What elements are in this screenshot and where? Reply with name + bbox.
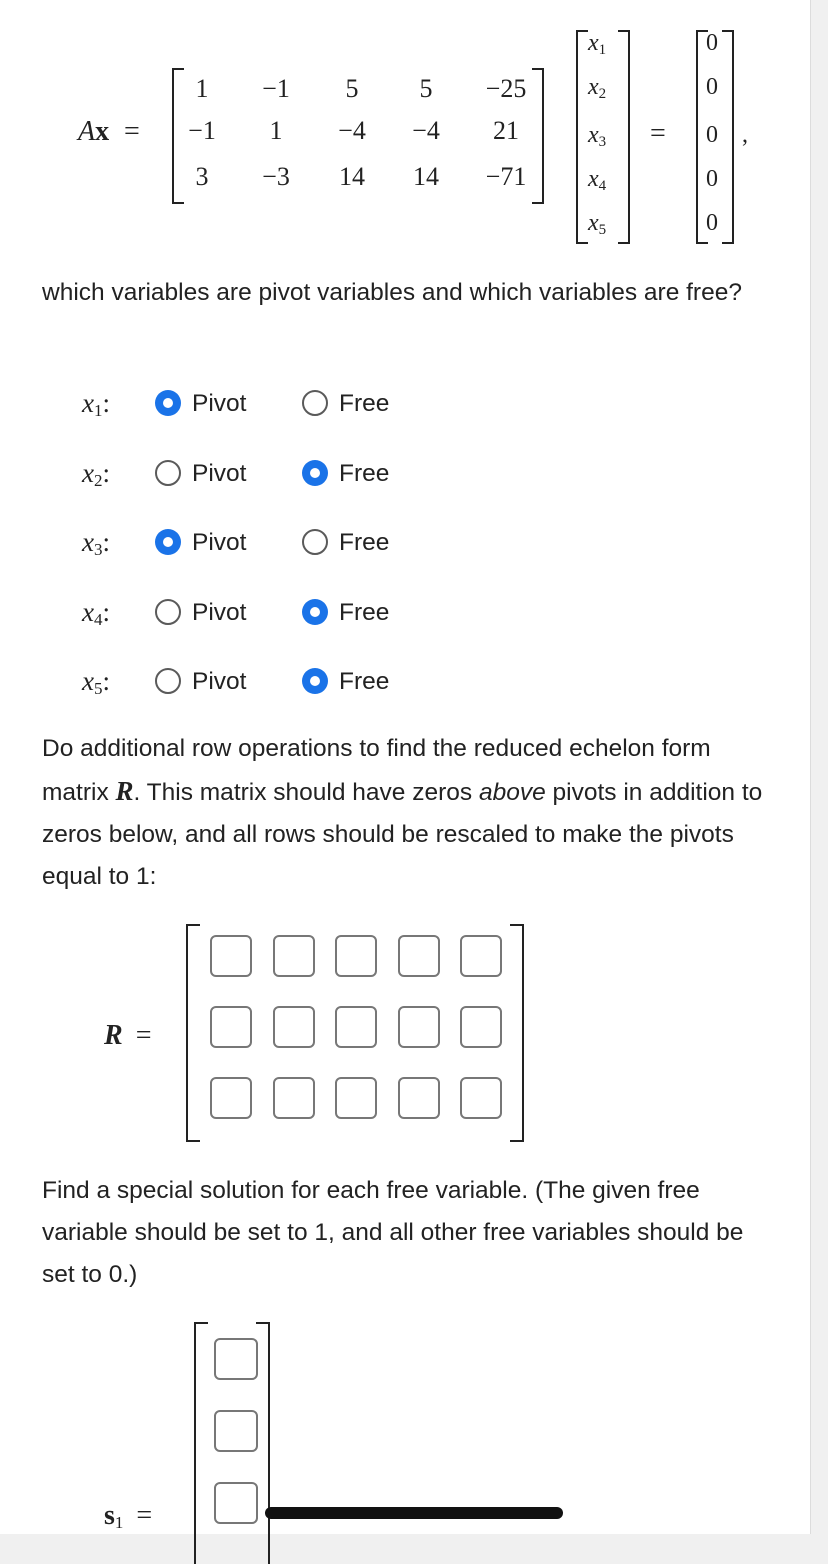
equation (0, 0, 810, 260)
question-reduced-echelon (42, 728, 782, 898)
free-radio[interactable] (302, 529, 328, 555)
r-equals: = (135, 1020, 152, 1051)
r-label (104, 1020, 151, 1052)
free-label[interactable]: Free (339, 668, 390, 695)
matrix-cell: 1 (195, 74, 209, 103)
variable-base: x (82, 527, 94, 557)
vector-x-entry (588, 74, 606, 103)
r-matrix-input[interactable] (460, 935, 502, 977)
r-matrix-input[interactable] (460, 1077, 502, 1119)
matrix-cell: −71 (485, 162, 527, 191)
r-matrix-input[interactable] (335, 935, 377, 977)
variable-sub: 4 (93, 609, 103, 629)
matrix-cell: 3 (195, 162, 209, 191)
q2-symbol-R: R (115, 776, 134, 806)
variable-base: x (82, 666, 94, 696)
pivot-radio[interactable] (155, 529, 181, 555)
variable-colon: : (102, 596, 110, 627)
matrix-cell: −4 (412, 116, 440, 145)
trailing-comma: , (742, 122, 748, 148)
s1-left-bracket (194, 1322, 208, 1564)
free-radio[interactable] (302, 390, 328, 416)
vector-x-base: x (588, 122, 599, 148)
vector-x-entry (588, 210, 606, 239)
variable-sub: 3 (93, 540, 103, 559)
matrix-cell: 14 (413, 162, 439, 191)
r-matrix-input[interactable] (398, 935, 440, 977)
matrix-cell: 14 (339, 162, 365, 191)
vector-x-base: x (588, 30, 599, 56)
variable-label (82, 666, 110, 699)
matrix-cell: 5 (345, 74, 359, 103)
variable-sub: 5 (93, 679, 103, 698)
variable-label (82, 458, 110, 491)
r-matrix-input[interactable] (335, 1077, 377, 1119)
vector-x-left-bracket (576, 30, 588, 244)
vector-x-base: x (588, 166, 599, 192)
variable-row-x1 (0, 386, 810, 426)
s1-label (104, 1500, 152, 1533)
vector-x-base: x (588, 210, 599, 236)
variable-base: x (82, 457, 94, 488)
r-matrix-input[interactable] (398, 1077, 440, 1119)
variable-base: x (82, 388, 94, 418)
s1-sub: 1 (114, 1513, 124, 1532)
zero-vector-right-bracket (722, 30, 734, 244)
free-label[interactable]: Free (339, 390, 390, 417)
pivot-label[interactable]: Pivot (192, 459, 247, 487)
q2-part2: . This matrix should have zeros (133, 779, 479, 806)
variable-label (82, 388, 110, 421)
r-symbol: R (104, 1020, 123, 1051)
pivot-radio[interactable] (155, 390, 181, 416)
vector-x-entry (588, 122, 606, 151)
s1-vector-input[interactable] (214, 1338, 258, 1380)
variable-colon: : (102, 457, 110, 488)
lhs-x: x (95, 116, 110, 147)
equals-sign-2: = (650, 118, 666, 149)
variable-row-x2 (0, 456, 810, 496)
matrix-cell: 21 (493, 116, 519, 145)
variable-row-x3 (0, 525, 810, 565)
home-indicator (265, 1507, 563, 1519)
matrix-cell: −4 (338, 116, 366, 145)
s1-equals: = (136, 1500, 153, 1531)
variable-colon: : (102, 388, 110, 418)
s1-right-bracket (256, 1322, 270, 1564)
r-matrix-input[interactable] (335, 1006, 377, 1048)
matrix-cell: −1 (188, 116, 216, 145)
vector-x-sub: 4 (598, 178, 607, 194)
vector-x-base: x (588, 74, 599, 100)
pivot-label[interactable]: Pivot (192, 529, 247, 556)
matrix-cell: 5 (419, 74, 433, 103)
variable-base: x (82, 596, 94, 627)
q2-part1: Do additional row operations to find the reduced echelon form matrix (42, 735, 711, 806)
free-label[interactable]: Free (339, 529, 390, 556)
r-matrix-input[interactable] (210, 1006, 252, 1048)
q2-emph: above (478, 779, 546, 806)
s1-vector-input[interactable] (214, 1482, 258, 1524)
pivot-radio[interactable] (155, 668, 181, 694)
variable-row-x5 (0, 664, 810, 704)
vector-x-sub: 2 (598, 86, 607, 102)
pivot-label[interactable]: Pivot (192, 598, 247, 626)
free-label[interactable]: Free (339, 598, 390, 626)
vector-x-sub: 3 (598, 134, 607, 150)
free-radio[interactable] (302, 460, 328, 486)
free-label[interactable]: Free (339, 459, 390, 487)
r-matrix-input[interactable] (273, 935, 315, 977)
r-left-bracket (186, 924, 200, 1142)
variable-sub: 2 (93, 470, 103, 490)
pivot-radio[interactable] (155, 460, 181, 486)
pivot-label[interactable]: Pivot (192, 390, 247, 417)
q2-part3: pivots in addition to zeros below, and all rows should be rescaled to make the pivots equal to 1: (42, 779, 763, 890)
r-matrix-input[interactable] (460, 1006, 502, 1048)
variable-label (82, 527, 110, 560)
r-matrix-input[interactable] (273, 1006, 315, 1048)
vector-x-sub: 1 (598, 42, 607, 58)
question-special-solution: Find a special solution for each free variable. (The given free variable should be set to 1, and all other free variables should be set to 0.) (42, 1177, 744, 1288)
r-matrix-input[interactable] (398, 1006, 440, 1048)
question-pivot-free: which variables are pivot variables and which variables are free? (42, 279, 742, 306)
zero-vector-entry: 0 (706, 166, 718, 192)
zero-vector-entry: 0 (706, 30, 718, 56)
matrix-cell: −25 (485, 74, 527, 103)
zero-vector-entry: 0 (706, 210, 718, 236)
equals-sign: = (124, 116, 140, 147)
free-radio[interactable] (302, 668, 328, 694)
r-matrix-input[interactable] (210, 935, 252, 977)
s1-vector-input[interactable] (214, 1410, 258, 1452)
variable-label (82, 597, 110, 630)
variable-sub: 1 (93, 401, 103, 420)
vector-x-entry (588, 166, 606, 195)
pivot-radio[interactable] (155, 599, 181, 625)
vector-x-right-bracket (618, 30, 630, 244)
vector-x-sub: 5 (598, 222, 607, 238)
lhs-A: A (78, 116, 96, 147)
r-matrix-input[interactable] (273, 1077, 315, 1119)
vector-x-entry (588, 30, 606, 59)
zero-vector-entry: 0 (706, 122, 718, 148)
free-radio[interactable] (302, 599, 328, 625)
variable-colon: : (102, 527, 110, 557)
s1-symbol (104, 1500, 123, 1531)
s1-base: s (104, 1500, 115, 1531)
pivot-label[interactable]: Pivot (192, 668, 247, 695)
matrix-cell: −3 (262, 162, 290, 191)
lhs-label (78, 116, 109, 148)
zero-vector-entry: 0 (706, 74, 718, 100)
variable-row-x4 (0, 595, 810, 635)
r-matrix-input[interactable] (210, 1077, 252, 1119)
variable-colon: : (102, 666, 110, 696)
matrix-cell: 1 (269, 116, 283, 145)
r-right-bracket (510, 924, 524, 1142)
matrix-cell: −1 (262, 74, 290, 103)
